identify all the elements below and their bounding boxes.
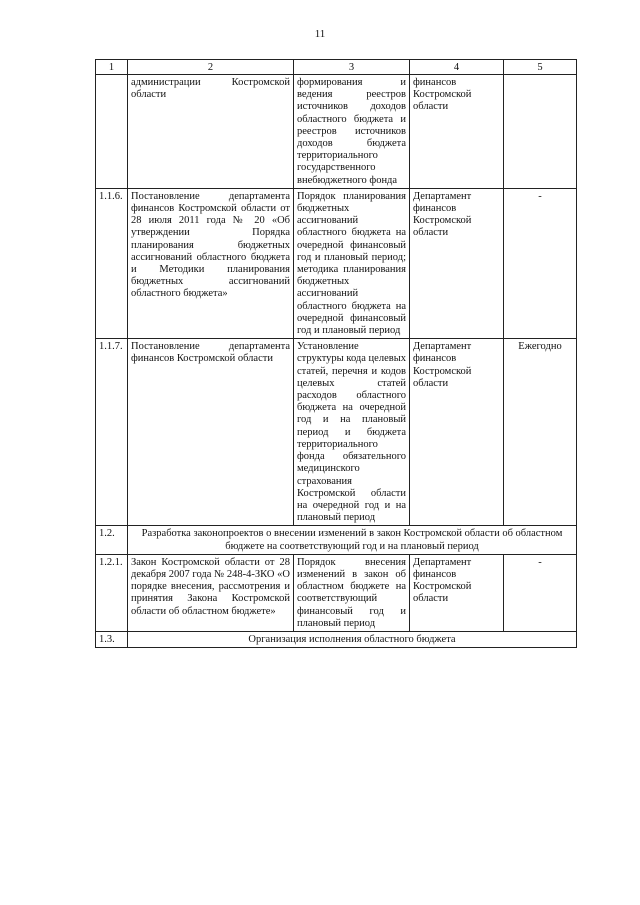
legal-document: Постановление департамента финансов Костромской области: [128, 339, 294, 526]
section-number: 1.3.: [96, 631, 128, 647]
table-row: [96, 554, 577, 631]
legal-document: администрации Костромской области: [128, 75, 294, 189]
section-number: 1.2.: [96, 526, 128, 554]
section-title: Организация исполнения областного бюджета: [128, 631, 577, 647]
row-number: 1.2.1.: [96, 554, 128, 631]
section-row: [96, 526, 577, 554]
page-number: 11: [314, 28, 326, 40]
regulation-subject: Установление структуры кода целевых статей, перечня и кодов целевых статей расходов областного бюджета на очередной год и на плановый период и бюджета территориального фонда обязательного медицинского страхования Костромской области на очередной год и на плановый период: [294, 339, 410, 526]
section-title: Разработка законопроектов о внесении изменений в закон Костромской области об областном бюджете на соответствующий год и на плановый период: [128, 526, 577, 554]
table-row: [96, 339, 577, 526]
column-number: 5: [504, 60, 577, 75]
table-row: [96, 188, 577, 338]
deadline: Ежегодно: [504, 339, 577, 526]
column-number: 4: [410, 60, 504, 75]
column-number: 1: [96, 60, 128, 75]
column-number: 3: [294, 60, 410, 75]
responsible-executor: Департамент финансов Костромской области: [410, 339, 504, 526]
deadline: -: [504, 188, 577, 338]
responsible-executor: финансов Костромской области: [410, 75, 504, 189]
deadline: -: [504, 554, 577, 631]
regulation-subject: Порядок внесения изменений в закон об областном бюджете на соответствующий финансовый год и плановый период: [294, 554, 410, 631]
deadline: [504, 75, 577, 189]
regulation-subject: Порядок планирования бюджетных ассигнований областного бюджета на очередной финансовый год и плановый период; методика планирования бюджетных ассигнований областного бюджета на очередной финансовый год и плановый период: [294, 188, 410, 338]
column-number-row: [96, 60, 577, 75]
column-number: 2: [128, 60, 294, 75]
row-number: [96, 75, 128, 189]
row-number: 1.1.6.: [96, 188, 128, 338]
table-row: [96, 75, 577, 189]
section-row: [96, 631, 577, 647]
legal-document: Закон Костромской области от 28 декабря 2007 года № 248-4-ЗКО «О порядке внесения, рассмотрения и принятия Закона Костромской области об областном бюджете»: [128, 554, 294, 631]
legal-document: Постановление департамента финансов Костромской области от 28 июля 2011 года № 20 «Об утверждении Порядка планирования бюджетных ассигнований областного бюджета и Методики планирования бюджетных ассигнований областного бюджета»: [128, 188, 294, 338]
plan-table: [95, 59, 577, 648]
row-number: 1.1.7.: [96, 339, 128, 526]
responsible-executor: Департамент финансов Костромской области: [410, 188, 504, 338]
responsible-executor: Департамент финансов Костромской области: [410, 554, 504, 631]
regulation-subject: формирования и ведения реестров источников доходов областного бюджета и реестров источников доходов бюджета территориального государственного внебюджетного фонда: [294, 75, 410, 189]
